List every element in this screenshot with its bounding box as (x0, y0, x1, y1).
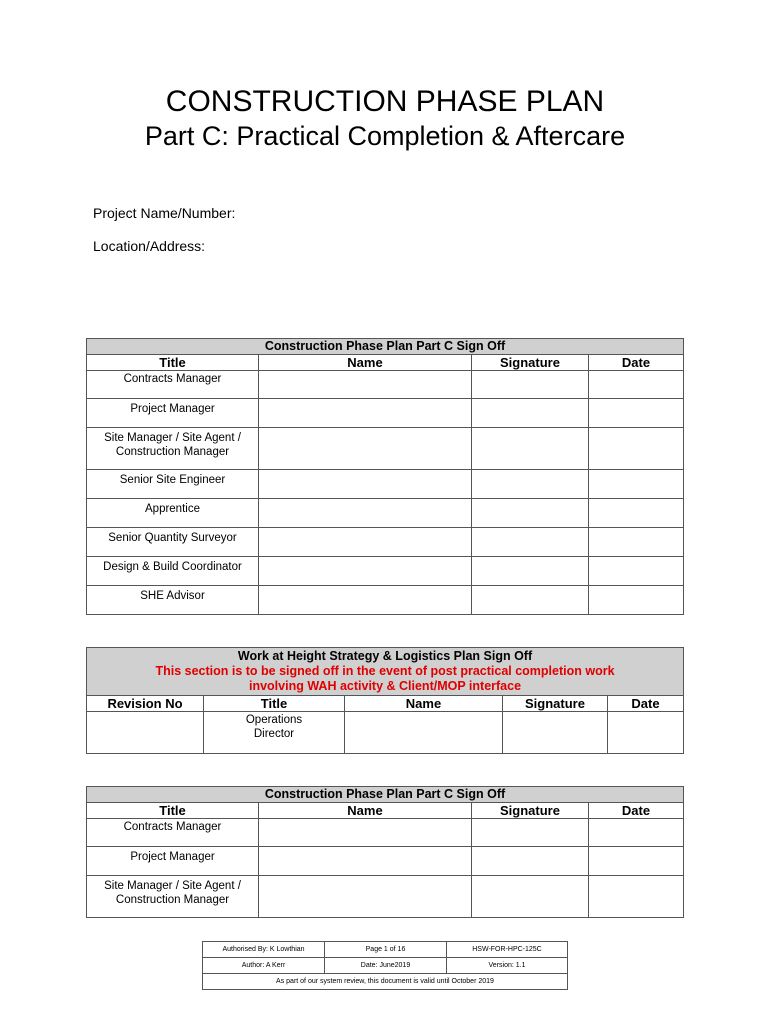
date-cell[interactable] (589, 399, 684, 428)
name-cell[interactable] (259, 876, 472, 918)
footer-version: Version: 1.1 (447, 958, 568, 974)
table-heading: Construction Phase Plan Part C Sign Off (87, 787, 684, 803)
row-title: SHE Advisor (87, 586, 259, 615)
row-title: Apprentice (87, 499, 259, 528)
signature-cell[interactable] (472, 428, 589, 470)
wah-heading-title: Work at Height Strategy & Logistics Plan Sign Off (237, 649, 533, 663)
row-title: Senior Quantity Surveyor (87, 528, 259, 557)
name-cell[interactable] (259, 399, 472, 428)
project-name-label: Project Name/Number: (93, 205, 236, 221)
wah-table-heading (87, 648, 684, 696)
column-header-signature: Signature (472, 803, 589, 819)
table-heading: Construction Phase Plan Part C Sign Off (87, 339, 684, 355)
name-cell[interactable] (259, 586, 472, 615)
column-header-signature: Signature (472, 355, 589, 371)
column-header-title: Title (204, 696, 345, 712)
name-cell[interactable] (259, 499, 472, 528)
footer-authorised-by: Authorised By: K Lowthian (203, 942, 325, 958)
footer-page-number: Page 1 of 16 (325, 942, 447, 958)
signature-cell[interactable] (472, 876, 589, 918)
row-title: Design & Build Coordinator (87, 557, 259, 586)
column-header-date: Date (589, 803, 684, 819)
date-cell[interactable] (589, 528, 684, 557)
name-cell[interactable] (259, 428, 472, 470)
footer-document-code: HSW-FOR-HPC-125C (447, 942, 568, 958)
date-cell[interactable] (589, 470, 684, 499)
footer-author: Author: A Kerr (203, 958, 325, 974)
date-cell[interactable] (589, 371, 684, 399)
signature-cell[interactable] (472, 399, 589, 428)
date-cell[interactable] (589, 428, 684, 470)
row-title: Senior Site Engineer (87, 470, 259, 499)
page-subtitle: Part C: Practical Completion & Aftercare (144, 121, 626, 151)
signature-cell[interactable] (503, 712, 608, 754)
date-cell[interactable] (589, 847, 684, 876)
wah-note-line-1: This section is to be signed off in the event of post practical completion work (155, 664, 615, 678)
revision-no-cell[interactable] (87, 712, 204, 754)
signature-cell[interactable] (472, 371, 589, 399)
signature-cell[interactable] (472, 586, 589, 615)
column-header-date: Date (608, 696, 684, 712)
name-cell[interactable] (345, 712, 503, 754)
sign-off-table-1 (86, 338, 684, 615)
column-header-name: Name (345, 696, 503, 712)
name-cell[interactable] (259, 371, 472, 399)
name-cell[interactable] (259, 528, 472, 557)
signature-cell[interactable] (472, 847, 589, 876)
name-cell[interactable] (259, 847, 472, 876)
date-cell[interactable] (589, 819, 684, 847)
row-title: Site Manager / Site Agent / Construction Manager (87, 876, 259, 918)
signature-cell[interactable] (472, 470, 589, 499)
row-title: Site Manager / Site Agent / Construction Manager (87, 428, 259, 470)
name-cell[interactable] (259, 470, 472, 499)
date-cell[interactable] (589, 586, 684, 615)
signature-cell[interactable] (472, 499, 589, 528)
column-header-signature: Signature (503, 696, 608, 712)
column-header-name: Name (259, 803, 472, 819)
footer-date: Date: June2019 (325, 958, 447, 974)
row-title: Contracts Manager (87, 819, 259, 847)
signature-cell[interactable] (472, 819, 589, 847)
signature-cell[interactable] (472, 528, 589, 557)
location-address-label: Location/Address: (93, 238, 206, 254)
page-title: CONSTRUCTION PHASE PLAN (165, 85, 605, 118)
date-cell[interactable] (608, 712, 684, 754)
name-cell[interactable] (259, 819, 472, 847)
row-title: Project Manager (87, 847, 259, 876)
column-header-title: Title (87, 803, 259, 819)
column-header-date: Date (589, 355, 684, 371)
row-title: Contracts Manager (87, 371, 259, 399)
name-cell[interactable] (259, 557, 472, 586)
column-header-name: Name (259, 355, 472, 371)
row-title: Operations Director (204, 712, 345, 754)
date-cell[interactable] (589, 876, 684, 918)
sign-off-table-2 (86, 786, 684, 918)
wah-sign-off-table (86, 647, 684, 754)
column-header-revision-no: Revision No (87, 696, 204, 712)
row-title: Project Manager (87, 399, 259, 428)
signature-cell[interactable] (472, 557, 589, 586)
wah-note-line-2: involving WAH activity & Client/MOP interface (248, 679, 522, 693)
document-footer (202, 941, 568, 990)
footer-validity-note: As part of our system review, this document is valid until October 2019 (203, 974, 568, 990)
date-cell[interactable] (589, 557, 684, 586)
column-header-title: Title (87, 355, 259, 371)
date-cell[interactable] (589, 499, 684, 528)
